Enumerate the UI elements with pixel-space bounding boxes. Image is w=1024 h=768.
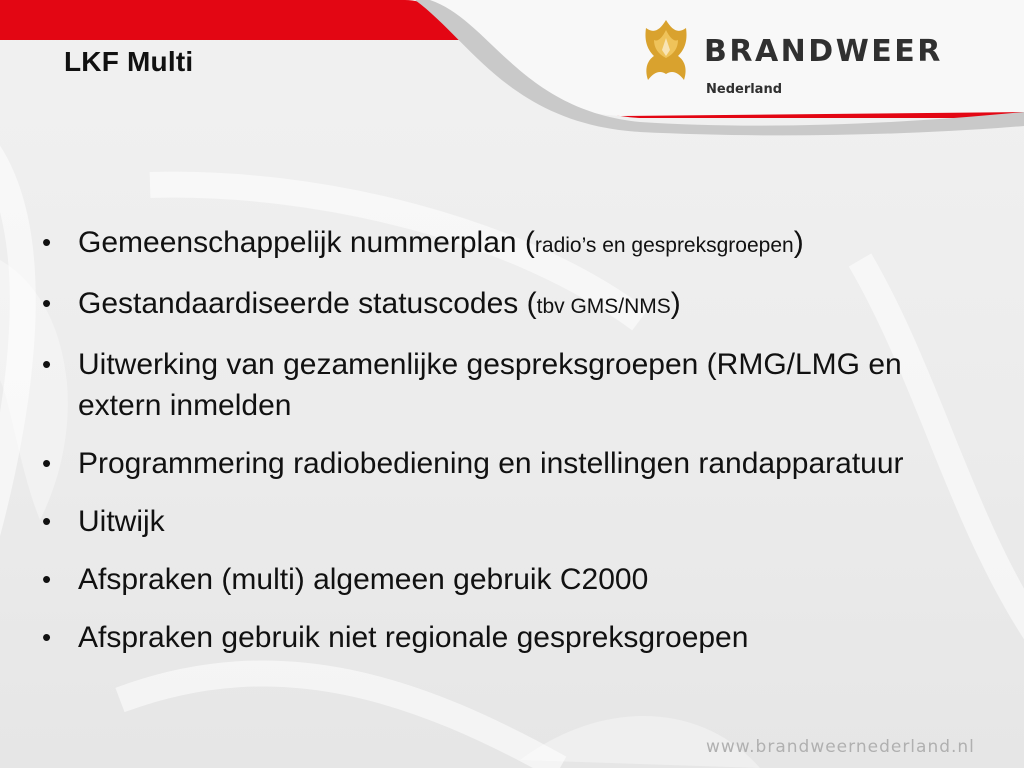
bullet-note: tbv GMS/NMS bbox=[536, 295, 671, 318]
bullet-dot: • bbox=[42, 349, 52, 379]
bullet-text: Programmering radiobediening en instellingen randapparatuur bbox=[78, 447, 904, 480]
bullet-item bbox=[40, 222, 990, 266]
bullet-text: Gestandaardiseerde statuscodes ( bbox=[78, 287, 537, 320]
logo-wordmark: BRANDWEER bbox=[704, 34, 943, 69]
logo-subtitle: Nederland bbox=[706, 82, 783, 97]
bullet-dot: • bbox=[42, 506, 52, 536]
bullet-dot: • bbox=[42, 622, 52, 652]
bullet-text: Uitwerking van gezamenlijke gespreksgroepen (RMG/LMG en extern inmelden bbox=[78, 348, 902, 422]
bullet-item bbox=[40, 443, 990, 484]
bullet-close: ) bbox=[670, 287, 681, 320]
brandweer-logo bbox=[636, 14, 976, 104]
bullet-dot: • bbox=[42, 448, 52, 478]
bullet-text: Afspraken gebruik niet regionale gespreksgroepen bbox=[78, 621, 749, 654]
flame-crown-emblem-icon bbox=[638, 16, 694, 86]
bullet-list bbox=[40, 222, 990, 675]
bullet-item bbox=[40, 559, 990, 600]
bullet-text: Afspraken (multi) algemeen gebruik C2000 bbox=[78, 563, 649, 596]
slide-title: LKF Multi bbox=[64, 46, 194, 77]
bullet-item bbox=[40, 501, 990, 542]
bullet-note: radio’s en gespreksgroepen bbox=[534, 234, 794, 257]
header-red-edge bbox=[0, 37, 420, 40]
bullet-item bbox=[40, 283, 990, 327]
bullet-item bbox=[40, 344, 990, 426]
bullet-close: ) bbox=[793, 226, 804, 259]
bullet-dot: • bbox=[42, 227, 52, 257]
bullet-text: Gemeenschappelijk nummerplan ( bbox=[78, 226, 535, 259]
bullet-item bbox=[40, 617, 990, 658]
bullet-dot: • bbox=[42, 288, 52, 318]
bullet-dot: • bbox=[42, 564, 52, 594]
footer-url: www.brandweernederland.nl bbox=[706, 737, 975, 757]
bullet-text: Uitwijk bbox=[78, 505, 165, 538]
